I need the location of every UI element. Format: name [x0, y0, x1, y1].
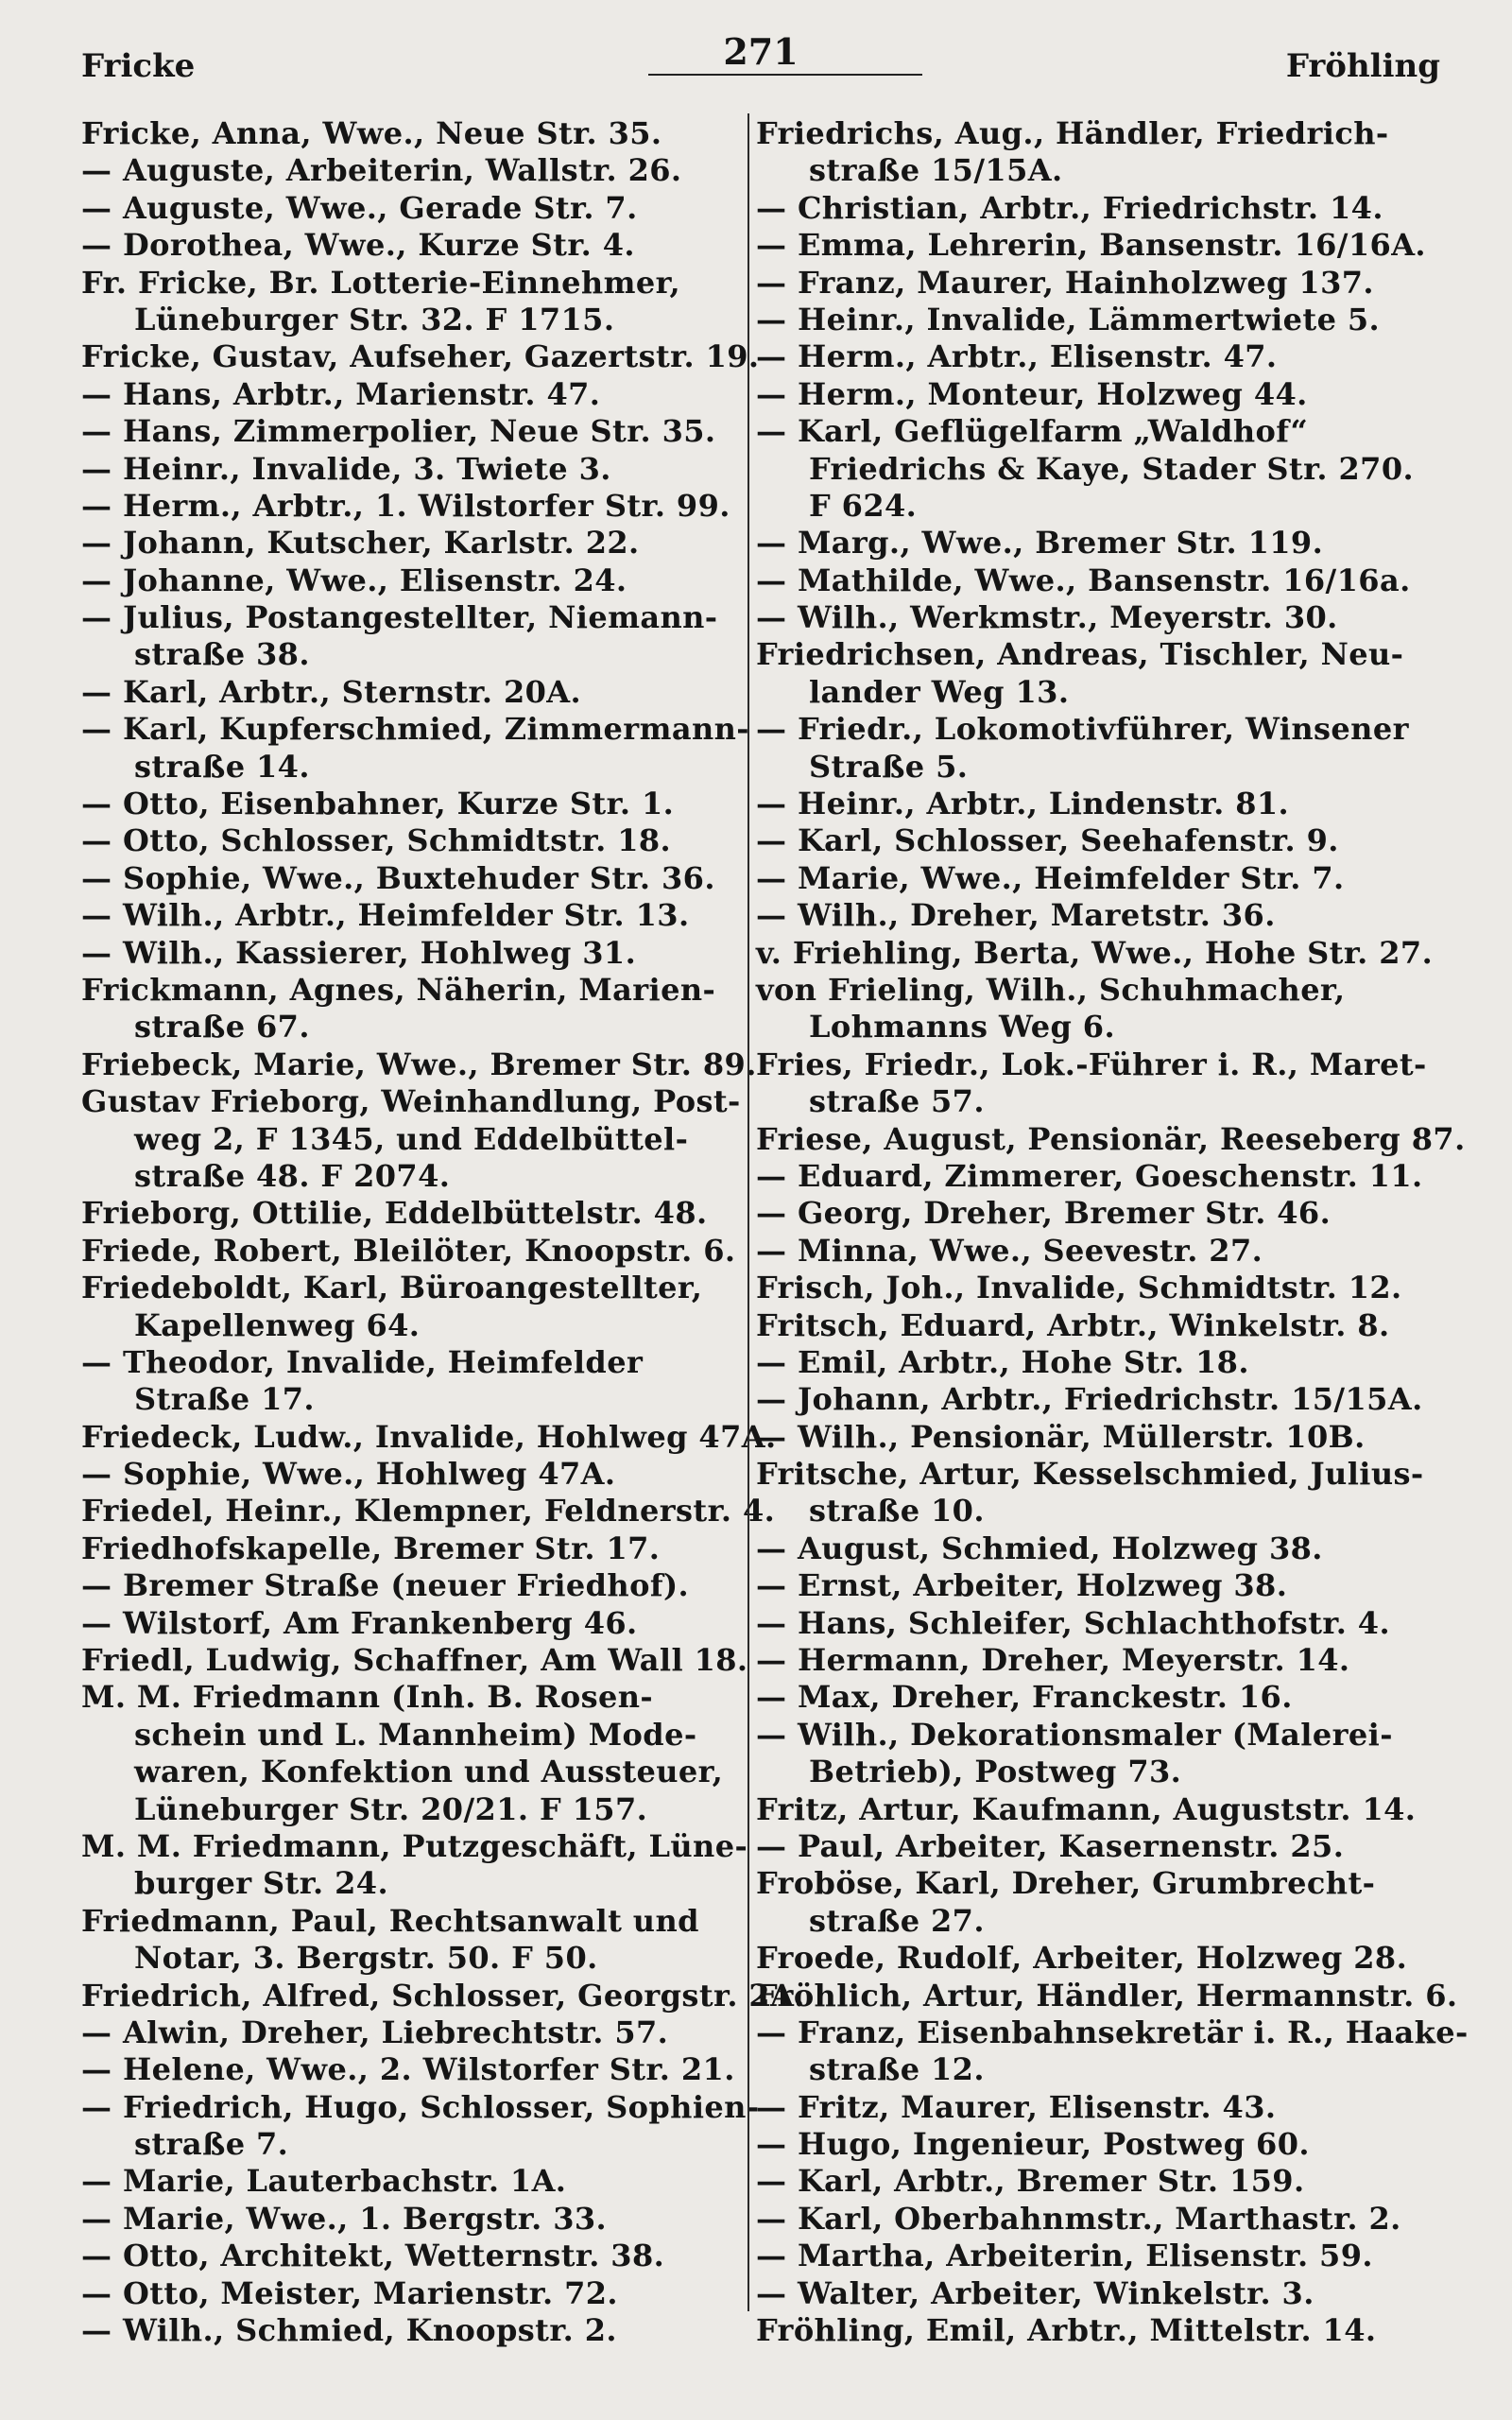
- directory-line: — Karl, Geflügelfarm „Waldhof“: [756, 413, 1309, 450]
- directory-line: Lüneburger Str. 20/21. F 157.: [134, 1790, 648, 1827]
- directory-line: schein und L. Mannheim) Mode-: [134, 1716, 697, 1753]
- directory-line: — Theodor, Invalide, Heimfelder: [81, 1343, 644, 1380]
- directory-line: — Martha, Arbeiterin, Elisenstr. 59.: [756, 2238, 1373, 2274]
- directory-line: Lohmanns Weg 6.: [809, 1009, 1115, 1046]
- directory-line: — Friedr., Lokomotivführer, Winsener: [756, 711, 1409, 748]
- directory-line: burger Str. 24.: [134, 1865, 388, 1902]
- directory-line: Fröhling, Emil, Arbtr., Mittelstr. 14.: [756, 2312, 1377, 2349]
- directory-line: — Heinr., Invalide, 3. Twiete 3.: [81, 450, 611, 487]
- directory-line: — Wilh., Werkmstr., Meyerstr. 30.: [756, 599, 1338, 636]
- running-header: [81, 26, 1440, 85]
- directory-line: — Hans, Schleifer, Schlachthofstr. 4.: [756, 1604, 1391, 1641]
- header-last-entry: Fröhling: [1285, 47, 1440, 85]
- directory-line: F 624.: [809, 487, 918, 524]
- column-divider: [747, 113, 749, 2311]
- directory-line: Friedl, Ludwig, Schaffner, Am Wall 18.: [81, 1642, 748, 1679]
- directory-line: — Dorothea, Wwe., Kurze Str. 4.: [81, 227, 635, 264]
- directory-line: Notar, 3. Bergstr. 50. F 50.: [134, 1940, 598, 1977]
- directory-line: — Georg, Dreher, Bremer Str. 46.: [756, 1195, 1332, 1232]
- directory-line: — Auguste, Arbeiterin, Wallstr. 26.: [81, 152, 682, 189]
- directory-line: — Hermann, Dreher, Meyerstr. 14.: [756, 1642, 1350, 1679]
- directory-line: — Johanne, Wwe., Elisenstr. 24.: [81, 562, 627, 598]
- directory-line: Frickmann, Agnes, Näherin, Marien-: [81, 971, 716, 1008]
- directory-line: — Julius, Postangestellter, Niemann-: [81, 599, 718, 636]
- directory-line: — Johann, Arbtr., Friedrichstr. 15/15A.: [756, 1381, 1423, 1418]
- directory-line: Fritsch, Eduard, Arbtr., Winkelstr. 8.: [756, 1306, 1390, 1343]
- directory-line: von Frieling, Wilh., Schuhmacher,: [756, 971, 1346, 1008]
- directory-line: — Wilstorf, Am Frankenberg 46.: [81, 1604, 638, 1641]
- directory-line: — Franz, Maurer, Hainholzweg 137.: [756, 264, 1374, 301]
- directory-line: Frieborg, Ottilie, Eddelbüttelstr. 48.: [81, 1195, 708, 1232]
- directory-line: Friebeck, Marie, Wwe., Bremer Str. 89.: [81, 1046, 757, 1082]
- directory-line: Friedrichs & Kaye, Stader Str. 270.: [809, 450, 1415, 487]
- directory-line: — Karl, Kupferschmied, Zimmermann-: [81, 711, 749, 748]
- directory-line: straße 57.: [809, 1083, 985, 1120]
- directory-line: Straße 5.: [809, 748, 969, 785]
- directory-line: — Karl, Arbtr., Bremer Str. 159.: [756, 2163, 1305, 2200]
- directory-line: Lüneburger Str. 32. F 1715.: [134, 301, 615, 337]
- directory-line: Friedhofskapelle, Bremer Str. 17.: [81, 1530, 661, 1566]
- directory-line: Straße 17.: [134, 1381, 315, 1418]
- right-column: [756, 115, 1469, 2349]
- directory-line: — Wilh., Arbtr., Heimfelder Str. 13.: [81, 897, 690, 934]
- directory-line: lander Weg 13.: [809, 673, 1070, 710]
- directory-line: — Paul, Arbeiter, Kasernenstr. 25.: [756, 1827, 1345, 1864]
- directory-line: — Wilh., Pensionär, Müllerstr. 10B.: [756, 1418, 1366, 1455]
- directory-line: — Wilh., Schmied, Knoopstr. 2.: [81, 2312, 617, 2349]
- directory-line: — Christian, Arbtr., Friedrichstr. 14.: [756, 189, 1383, 226]
- directory-line: — Otto, Architekt, Wetternstr. 38.: [81, 2238, 665, 2274]
- directory-line: — August, Schmied, Holzweg 38.: [756, 1530, 1323, 1566]
- directory-line: straße 67.: [134, 1009, 310, 1046]
- directory-line: Friedel, Heinr., Klempner, Feldnerstr. 4.: [81, 1493, 776, 1530]
- directory-line: Betrieb), Postweg 73.: [809, 1754, 1182, 1790]
- directory-line: Froböse, Karl, Dreher, Grumbrecht-: [756, 1865, 1376, 1902]
- directory-line: Friede, Robert, Bleilöter, Knoopstr. 6.: [81, 1232, 736, 1269]
- directory-line: waren, Konfektion und Aussteuer,: [134, 1754, 724, 1790]
- directory-line: — Ernst, Arbeiter, Holzweg 38.: [756, 1567, 1288, 1604]
- directory-line: — Otto, Schlosser, Schmidtstr. 18.: [81, 822, 672, 859]
- directory-line: — Franz, Eisenbahnsekretär i. R., Haake-: [756, 2014, 1469, 2050]
- directory-line: — Marie, Wwe., 1. Bergstr. 33.: [81, 2200, 608, 2237]
- directory-line: — Wilh., Dekorationsmaler (Malerei-: [756, 1716, 1393, 1753]
- directory-line: — Johann, Kutscher, Karlstr. 22.: [81, 525, 640, 562]
- directory-line: — Otto, Eisenbahner, Kurze Str. 1.: [81, 786, 675, 822]
- directory-line: straße 48. F 2074.: [134, 1157, 451, 1194]
- directory-line: straße 7.: [134, 2126, 289, 2163]
- directory-line: Friedeboldt, Karl, Büroangestellter,: [81, 1270, 703, 1306]
- directory-line: — Max, Dreher, Franckestr. 16.: [756, 1679, 1293, 1716]
- directory-line: Friedrichs, Aug., Händler, Friedrich-: [756, 115, 1389, 151]
- directory-line: Gustav Frieborg, Weinhandlung, Post-: [81, 1083, 741, 1120]
- directory-line: — Helene, Wwe., 2. Wilstorfer Str. 21.: [81, 2051, 735, 2088]
- directory-line: Friedmann, Paul, Rechtsanwalt und: [81, 1902, 699, 1939]
- directory-line: straße 12.: [809, 2051, 985, 2088]
- directory-line: — Marg., Wwe., Bremer Str. 119.: [756, 525, 1324, 562]
- directory-line: Friedeck, Ludw., Invalide, Hohlweg 47A.: [81, 1418, 777, 1455]
- directory-line: — Fritz, Maurer, Elisenstr. 43.: [756, 2088, 1277, 2125]
- directory-line: — Friedrich, Hugo, Schlosser, Sophien-: [81, 2088, 760, 2125]
- header-first-entry: Fricke: [81, 47, 196, 85]
- directory-line: Fricke, Anna, Wwe., Neue Str. 35.: [81, 115, 662, 151]
- directory-line: straße 38.: [134, 636, 310, 673]
- directory-line: — Otto, Meister, Marienstr. 72.: [81, 2274, 618, 2311]
- directory-line: weg 2, F 1345, und Eddelbüttel-: [134, 1120, 689, 1157]
- directory-line: — Emma, Lehrerin, Bansenstr. 16/16A.: [756, 227, 1426, 264]
- directory-line: — Bremer Straße (neuer Friedhof).: [81, 1567, 690, 1604]
- directory-line: Friedrichsen, Andreas, Tischler, Neu-: [756, 636, 1404, 673]
- directory-line: — Marie, Wwe., Heimfelder Str. 7.: [756, 859, 1345, 896]
- header-rule: [648, 74, 922, 76]
- directory-line: — Herm., Arbtr., Elisenstr. 47.: [756, 338, 1278, 375]
- directory-line: — Heinr., Arbtr., Lindenstr. 81.: [756, 786, 1290, 822]
- directory-line: Kapellenweg 64.: [134, 1306, 421, 1343]
- directory-line: — Sophie, Wwe., Hohlweg 47A.: [81, 1456, 616, 1493]
- directory-line: — Hans, Arbtr., Marienstr. 47.: [81, 375, 601, 412]
- directory-line: — Karl, Oberbahnmstr., Marthastr. 2.: [756, 2200, 1401, 2237]
- page-number: 271: [723, 30, 799, 73]
- directory-line: Fröhlich, Artur, Händler, Hermannstr. 6.: [756, 1977, 1458, 2014]
- directory-line: Fricke, Gustav, Aufseher, Gazertstr. 19.: [81, 338, 760, 375]
- directory-line: — Wilh., Kassierer, Hohlweg 31.: [81, 934, 637, 971]
- directory-line: Friedrich, Alfred, Schlosser, Georgstr. 2A.: [81, 1977, 805, 2014]
- directory-line: — Wilh., Dreher, Maretstr. 36.: [756, 897, 1276, 934]
- directory-line: — Auguste, Wwe., Gerade Str. 7.: [81, 189, 638, 226]
- directory-line: — Eduard, Zimmerer, Goeschenstr. 11.: [756, 1157, 1423, 1194]
- left-column: [81, 115, 805, 2349]
- directory-line: — Karl, Arbtr., Sternstr. 20A.: [81, 673, 582, 710]
- directory-line: — Heinr., Invalide, Lämmertwiete 5.: [756, 301, 1381, 337]
- directory-line: — Sophie, Wwe., Buxtehuder Str. 36.: [81, 859, 715, 896]
- directory-line: — Alwin, Dreher, Liebrechtstr. 57.: [81, 2014, 669, 2050]
- directory-line: Frisch, Joh., Invalide, Schmidtstr. 12.: [756, 1270, 1402, 1306]
- directory-line: — Mathilde, Wwe., Bansenstr. 16/16a.: [756, 562, 1411, 598]
- directory-line: Fritsche, Artur, Kesselschmied, Julius-: [756, 1456, 1424, 1493]
- directory-line: — Hugo, Ingenieur, Postweg 60.: [756, 2126, 1310, 2163]
- directory-line: Froede, Rudolf, Arbeiter, Holzweg 28.: [756, 1940, 1408, 1977]
- directory-line: — Karl, Schlosser, Seehafenstr. 9.: [756, 822, 1339, 859]
- directory-line: straße 14.: [134, 748, 310, 785]
- directory-line: Fries, Friedr., Lok.-Führer i. R., Maret-: [756, 1046, 1427, 1082]
- directory-line: — Hans, Zimmerpolier, Neue Str. 35.: [81, 413, 716, 450]
- directory-line: straße 27.: [809, 1902, 985, 1939]
- directory-line: — Emil, Arbtr., Hohe Str. 18.: [756, 1343, 1249, 1380]
- directory-line: Fritz, Artur, Kaufmann, Auguststr. 14.: [756, 1790, 1417, 1827]
- directory-line: — Walter, Arbeiter, Winkelstr. 3.: [756, 2274, 1314, 2311]
- directory-line: — Minna, Wwe., Seevestr. 27.: [756, 1232, 1263, 1269]
- directory-line: v. Friehling, Berta, Wwe., Hohe Str. 27.: [756, 934, 1434, 971]
- directory-line: Fr. Fricke, Br. Lotterie-Einnehmer,: [81, 264, 681, 301]
- directory-line: M. M. Friedmann (Inh. B. Rosen-: [81, 1679, 654, 1716]
- directory-line: M. M. Friedmann, Putzgeschäft, Lüne-: [81, 1827, 748, 1864]
- directory-line: Friese, August, Pensionär, Reeseberg 87.: [756, 1120, 1466, 1157]
- directory-line: — Marie, Lauterbachstr. 1A.: [81, 2163, 567, 2200]
- directory-line: straße 15/15A.: [809, 152, 1063, 189]
- directory-line: — Herm., Monteur, Holzweg 44.: [756, 375, 1308, 412]
- directory-line: straße 10.: [809, 1493, 985, 1530]
- directory-line: — Herm., Arbtr., 1. Wilstorfer Str. 99.: [81, 487, 730, 524]
